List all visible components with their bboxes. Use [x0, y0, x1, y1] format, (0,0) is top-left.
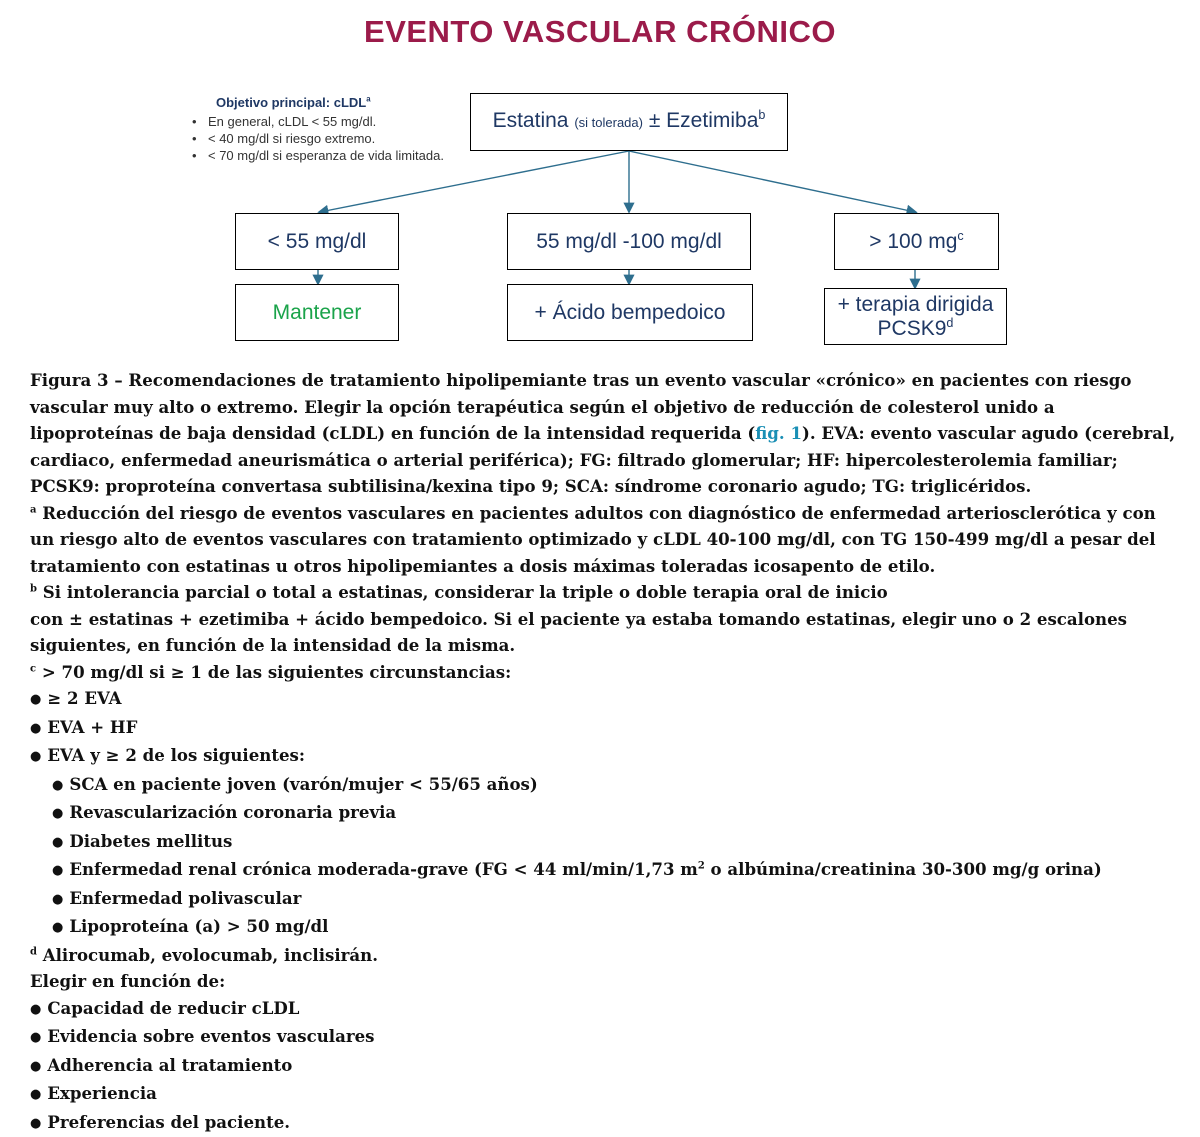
list-item: ● EVA + HF [30, 714, 1180, 743]
level-low-label: < 55 mg/dl [268, 230, 367, 254]
top-box-text: Estatina (si tolerada) ± Ezetimiba$^b$ [493, 109, 766, 135]
arrow-to-low [320, 151, 629, 212]
list-item: ● Experiencia [30, 1080, 1180, 1109]
objective-item: • En general, cLDL < 55 mg/dl. [208, 113, 450, 130]
level-box-low [235, 213, 399, 270]
sub-list-item: ● Lipoproteína (a) > 50 mg/dl [30, 913, 1180, 942]
caption-note-b-line2: con ± estatinas + ezetimiba + ácido bempedoico. Si el paciente ya estaba tomando estatinas, elegir uno o 2 escalones siguientes, en función de la intensidad de la misma. [30, 606, 1180, 659]
sub-list-item: ● Diabetes mellitus [30, 828, 1180, 857]
sub-list-item: ● Enfermedad renal crónica moderada-grave (FG < 44 ml/min/1,73 $m^2$ o albúmina/creatinina 30-300 mg/g orina) [30, 856, 1180, 885]
caption-note-b-line1: $^b$ Si intolerancia parcial o total a estatinas, considerar la triple o doble terapia oral de inicio [30, 579, 1180, 606]
figure-caption [30, 367, 1180, 1137]
top-treatment-box [470, 93, 788, 151]
level-mid-label: 55 mg/dl -100 mg/dl [536, 230, 722, 254]
action-box-high [824, 288, 1007, 345]
sub-list-item: ● Revascularización coronaria previa [30, 799, 1180, 828]
action-high-line1: + terapia dirigida [838, 293, 994, 317]
caption-figure-text: Figura 3 – Recomendaciones de tratamiento hipolipemiante tras un evento vascular «crónico» en pacientes con riesgo vascular muy alto o extremo. Elegir la opción terapéutica según el objetivo de reducción de colesterol unido a lipoproteínas de baja densidad (cLDL) en función de la intensidad requerida (fig. 1). EVA: evento vascular agudo (cerebral, cardiaco, enfermedad aneurismática o arterial periférica); FG: filtrado glomerular; HF: hipercolesterolemia familiar; PCSK9: proproteína convertasa subtilisina/kexina tipo 9; SCA: síndrome coronario agudo; TG: triglicéridos. [30, 367, 1180, 500]
figure-link[interactable]: fig. 1 [755, 423, 802, 443]
list-item: ● ≥ 2 EVA [30, 685, 1180, 714]
caption-note-a: $^a$ Reducción del riesgo de eventos vasculares en pacientes adultos con diagnóstico de enfermedad arteriosclerótica y con un riesgo alto de eventos vasculares con tratamiento optimizado y cLDL 40-100 mg/dl, con TG 150-499 mg/dl a pesar del tratamiento con estatinas u otros hipolipemiantes a dosis máximas toleradas icosapento de etilo. [30, 500, 1180, 580]
objective-item: • < 40 mg/dl si riesgo extremo. [208, 130, 450, 147]
level-box-mid [507, 213, 751, 270]
objective-item: • < 70 mg/dl si esperanza de vida limitada. [208, 147, 450, 164]
caption-note-d: $^d$ Alirocumab, evolocumab, inclisirán. [30, 942, 1180, 969]
list-item: ● Preferencias del paciente. [30, 1109, 1180, 1137]
action-low-label: Mantener [273, 301, 362, 325]
sub-list-item: ● Enfermedad polivascular [30, 885, 1180, 914]
sub-list-item: ● SCA en paciente joven (varón/mujer < 55/65 años) [30, 771, 1180, 800]
objective-title: Objetivo principal: cLDL$^a$ [216, 95, 450, 110]
arrow-to-high [629, 151, 915, 212]
list-item: ● Adherencia al tratamiento [30, 1052, 1180, 1081]
caption-note-c-intro: $^c$ > 70 mg/dl si ≥ 1 de las siguientes circunstancias: [30, 659, 1180, 686]
level-high-label: > 100 $mg^c$ [869, 230, 963, 254]
action-high-line2: PCSK9$^d$ [878, 317, 954, 341]
list-item: ● EVA y ≥ 2 de los siguientes: [30, 742, 1180, 771]
level-box-high [834, 213, 999, 270]
choose-title: Elegir en función de: [30, 968, 1180, 995]
list-item: ● Capacidad de reducir cLDL [30, 995, 1180, 1024]
list-item: ● Evidencia sobre eventos vasculares [30, 1023, 1180, 1052]
page-title: EVENTO VASCULAR CRÓNICO [0, 14, 1200, 50]
action-box-low [235, 284, 399, 341]
action-box-mid [507, 284, 753, 341]
action-mid-label: + Ácido bempedoico [535, 301, 726, 325]
